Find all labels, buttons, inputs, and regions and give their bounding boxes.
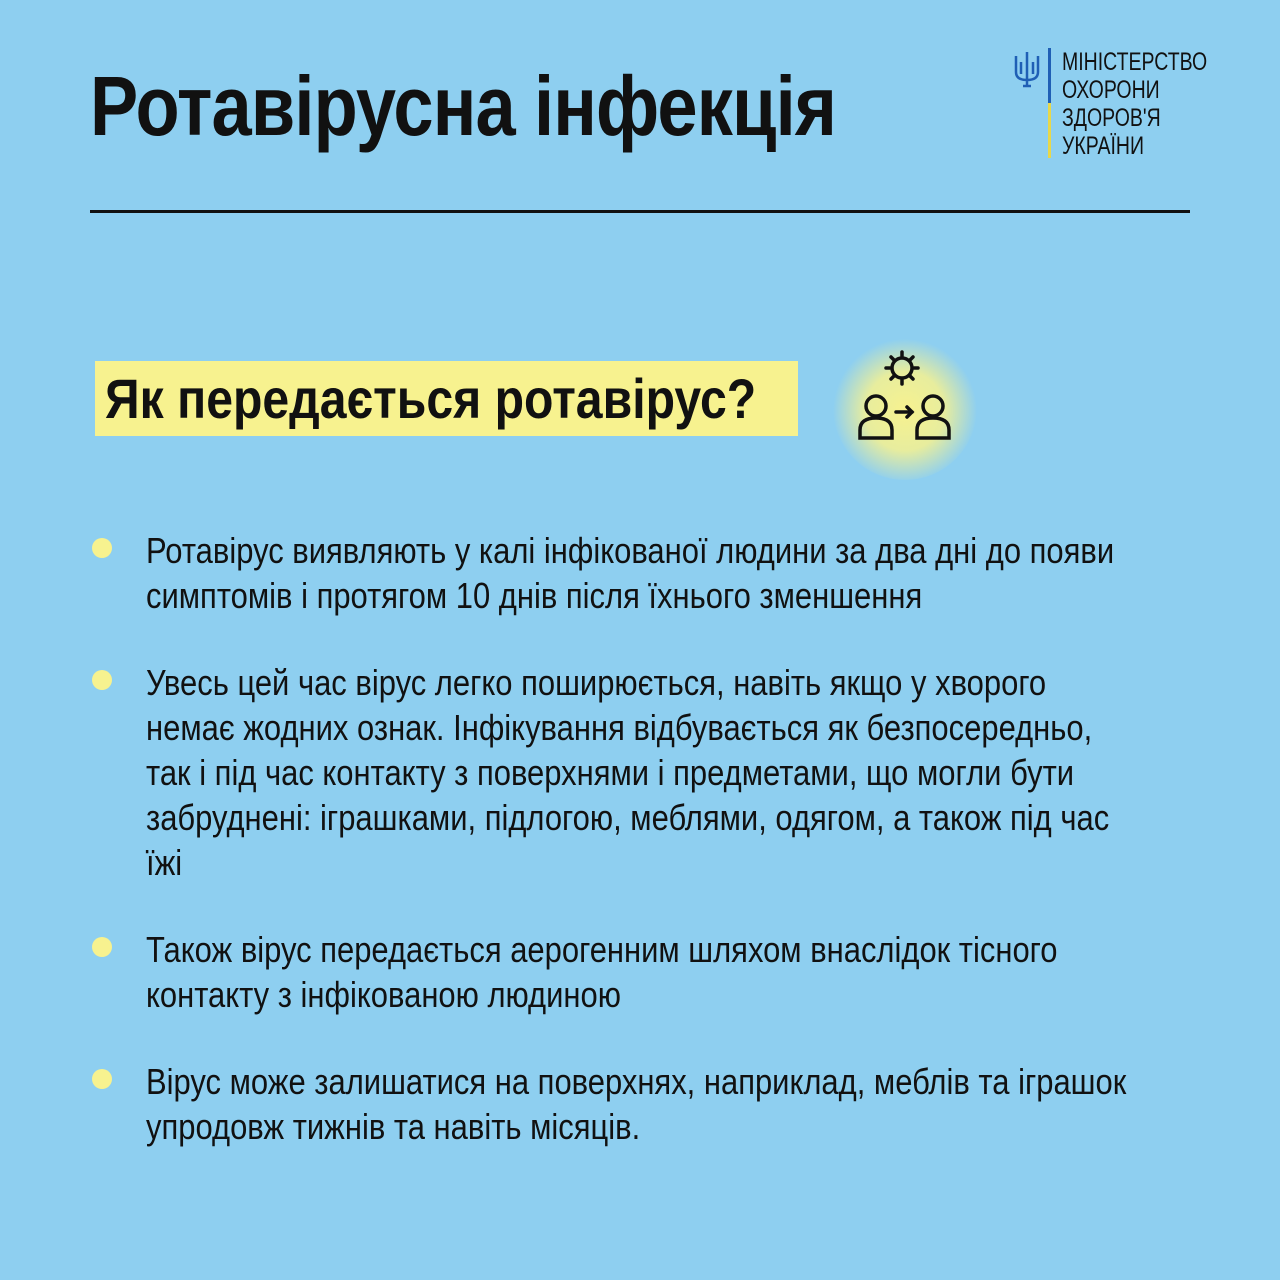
- subtitle-highlight: [95, 361, 798, 436]
- ministry-logo-text: [1062, 48, 1207, 160]
- bullet-dot: [92, 937, 112, 957]
- logo-line: ЗДОРОВ'Я: [1062, 104, 1161, 132]
- list-item: [90, 1059, 1200, 1149]
- logo-line: УКРАЇНИ: [1062, 132, 1144, 160]
- page-title: Ротавірусна інфекція: [90, 59, 837, 153]
- bullet-text: Ротавірус виявляють у калі інфікованої людини за два дні до появи симптомів і протягом 10 днів після їхнього зменшення: [146, 530, 1115, 616]
- logo-line: ОХОРОНИ: [1062, 76, 1160, 104]
- section-heading: Як передається ротавірус?: [105, 367, 757, 430]
- bullet-list: [90, 528, 1200, 1191]
- logo-line: МІНІСТЕРСТВО: [1062, 48, 1208, 76]
- bullet-dot: [92, 538, 112, 558]
- divider-line: [90, 210, 1190, 213]
- bullet-dot: [92, 670, 112, 690]
- virus-transmission-icon: [820, 330, 990, 480]
- list-item: [90, 528, 1200, 618]
- bullet-dot: [92, 1069, 112, 1089]
- bullet-text: Увесь цей час вірус легко поширюється, навіть якщо у хворого немає жодних ознак. Інфікування відбувається як безпосередньо, так і під час контакту з поверхнями і предметами, що могли бути забруднені: іграшками, підлогою, меблями, одягом, а також під час їжі: [146, 662, 1110, 883]
- bullet-text: Також вірус передається аерогенним шляхом внаслідок тісного контакту з інфікованою людиною: [146, 929, 1058, 1015]
- list-item: [90, 660, 1200, 885]
- bullet-text: Вірус може залишатися на поверхнях, наприклад, меблів та іграшок упродовж тижнів та навіть місяців.: [146, 1061, 1127, 1147]
- list-item: [90, 927, 1200, 1017]
- trident-icon: [1012, 50, 1042, 88]
- logo-divider: [1048, 48, 1051, 158]
